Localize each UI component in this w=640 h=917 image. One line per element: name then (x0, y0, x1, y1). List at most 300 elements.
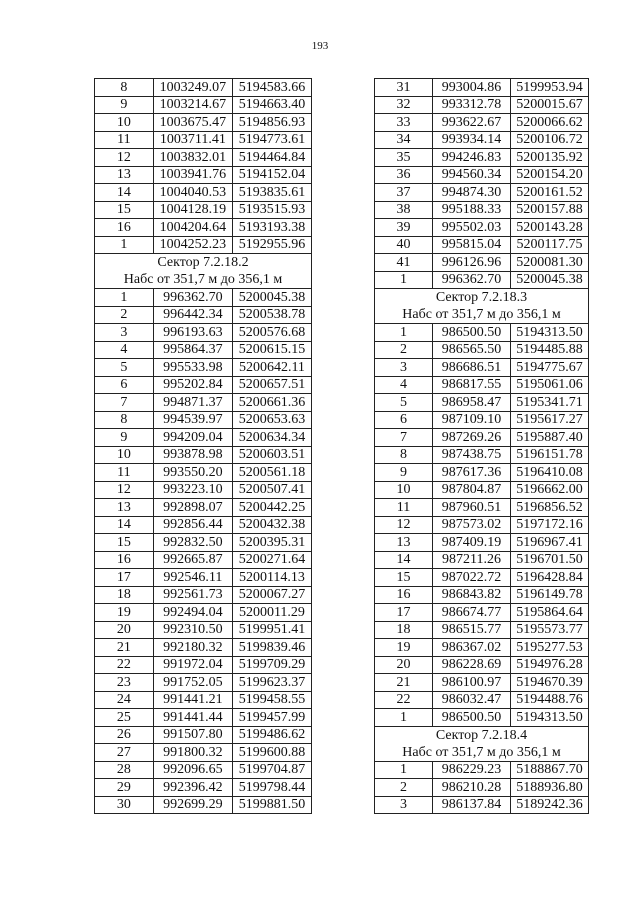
right-table-body (375, 79, 589, 814)
x-coordinate-cell: 991972.04 (153, 656, 232, 674)
x-coordinate-cell: 991752.05 (153, 674, 232, 692)
y-coordinate-cell: 5200657.51 (232, 376, 311, 394)
point-number-cell: 9 (95, 429, 154, 447)
point-number-cell: 31 (375, 79, 433, 97)
point-number-cell: 12 (375, 516, 433, 534)
table-row (375, 779, 589, 797)
x-coordinate-cell: 986958.47 (433, 394, 511, 412)
table-row (375, 499, 589, 517)
x-coordinate-cell: 995864.37 (153, 341, 232, 359)
point-number-cell: 16 (95, 551, 154, 569)
y-coordinate-cell: 5200011.29 (232, 604, 311, 622)
table-row (95, 96, 312, 114)
table-row (95, 201, 312, 219)
point-number-cell: 26 (95, 726, 154, 744)
sector-height-range: Набс от 351,7 м до 356,1 м (402, 307, 561, 322)
point-number-cell: 15 (95, 534, 154, 552)
y-coordinate-cell: 5188867.70 (511, 761, 589, 779)
table-row (375, 114, 589, 132)
x-coordinate-cell: 996442.34 (153, 306, 232, 324)
table-row (95, 324, 312, 342)
x-coordinate-cell: 986674.77 (433, 604, 511, 622)
y-coordinate-cell: 5200135.92 (511, 149, 589, 167)
point-number-cell: 9 (375, 464, 433, 482)
x-coordinate-cell: 993622.67 (433, 114, 511, 132)
sector-title: Сектор 7.2.18.2 (157, 255, 249, 270)
x-coordinate-cell: 986100.97 (433, 674, 511, 692)
point-number-cell: 11 (375, 499, 433, 517)
table-row (375, 534, 589, 552)
y-coordinate-cell: 5199953.94 (511, 79, 589, 97)
table-row (375, 656, 589, 674)
x-coordinate-cell: 992180.32 (153, 639, 232, 657)
point-number-cell: 13 (95, 499, 154, 517)
point-number-cell: 22 (375, 691, 433, 709)
y-coordinate-cell: 5196428.84 (511, 569, 589, 587)
y-coordinate-cell: 5200161.52 (511, 184, 589, 202)
table-row (95, 464, 312, 482)
x-coordinate-cell: 996362.70 (153, 289, 232, 307)
x-coordinate-cell: 1003711.41 (153, 131, 232, 149)
y-coordinate-cell: 5200015.67 (511, 96, 589, 114)
sector-header (95, 254, 312, 289)
table-row (95, 551, 312, 569)
point-number-cell: 8 (95, 79, 154, 97)
y-coordinate-cell: 5194773.61 (232, 131, 311, 149)
table-row (95, 744, 312, 762)
point-number-cell: 13 (95, 166, 154, 184)
x-coordinate-cell: 994246.83 (433, 149, 511, 167)
point-number-cell: 1 (95, 289, 154, 307)
point-number-cell: 8 (95, 411, 154, 429)
table-row (375, 341, 589, 359)
point-number-cell: 4 (95, 341, 154, 359)
y-coordinate-cell: 5200442.25 (232, 499, 311, 517)
table-row (95, 656, 312, 674)
point-number-cell: 3 (95, 324, 154, 342)
y-coordinate-cell: 5195277.53 (511, 639, 589, 657)
x-coordinate-cell: 992546.11 (153, 569, 232, 587)
table-row (95, 499, 312, 517)
y-coordinate-cell: 5194670.39 (511, 674, 589, 692)
x-coordinate-cell: 986565.50 (433, 341, 511, 359)
x-coordinate-cell: 992561.73 (153, 586, 232, 604)
y-coordinate-cell: 5189242.36 (511, 796, 589, 814)
table-row (95, 726, 312, 744)
sector-header (375, 289, 589, 324)
y-coordinate-cell: 5192955.96 (232, 236, 311, 254)
point-number-cell: 28 (95, 761, 154, 779)
point-number-cell: 16 (95, 219, 154, 237)
table-row (375, 569, 589, 587)
table-row (375, 796, 589, 814)
sector-header-row (375, 289, 589, 324)
point-number-cell: 19 (95, 604, 154, 622)
point-number-cell: 12 (95, 481, 154, 499)
x-coordinate-cell: 991507.80 (153, 726, 232, 744)
x-coordinate-cell: 993312.78 (433, 96, 511, 114)
x-coordinate-cell: 1004040.53 (153, 184, 232, 202)
x-coordinate-cell: 996362.70 (433, 271, 511, 289)
point-number-cell: 1 (375, 271, 433, 289)
x-coordinate-cell: 996193.63 (153, 324, 232, 342)
y-coordinate-cell: 5199704.87 (232, 761, 311, 779)
x-coordinate-cell: 994874.30 (433, 184, 511, 202)
point-number-cell: 2 (375, 779, 433, 797)
sector-header-row (95, 254, 312, 289)
table-row (375, 376, 589, 394)
sector-height-range: Набс от 351,7 м до 356,1 м (402, 744, 561, 760)
y-coordinate-cell: 5194488.76 (511, 691, 589, 709)
x-coordinate-cell: 1003832.01 (153, 149, 232, 167)
table-row (375, 429, 589, 447)
y-coordinate-cell: 5200106.72 (511, 131, 589, 149)
point-number-cell: 17 (375, 604, 433, 622)
x-coordinate-cell: 1004204.64 (153, 219, 232, 237)
point-number-cell: 27 (95, 744, 154, 762)
x-coordinate-cell: 994871.37 (153, 394, 232, 412)
y-coordinate-cell: 5200081.30 (511, 254, 589, 272)
table-row (375, 446, 589, 464)
x-coordinate-cell: 986032.47 (433, 691, 511, 709)
table-row (95, 446, 312, 464)
table-row (375, 219, 589, 237)
point-number-cell: 15 (375, 569, 433, 587)
y-coordinate-cell: 5200661.36 (232, 394, 311, 412)
table-row (95, 481, 312, 499)
x-coordinate-cell: 992898.07 (153, 499, 232, 517)
table-row (375, 674, 589, 692)
x-coordinate-cell: 996126.96 (433, 254, 511, 272)
x-coordinate-cell: 1003675.47 (153, 114, 232, 132)
point-number-cell: 21 (95, 639, 154, 657)
point-number-cell: 17 (95, 569, 154, 587)
point-number-cell: 41 (375, 254, 433, 272)
y-coordinate-cell: 5200154.20 (511, 166, 589, 184)
table-row (95, 429, 312, 447)
x-coordinate-cell: 986210.28 (433, 779, 511, 797)
x-coordinate-cell: 986500.50 (433, 709, 511, 727)
y-coordinate-cell: 5200561.18 (232, 464, 311, 482)
y-coordinate-cell: 5199486.62 (232, 726, 311, 744)
table-row (95, 534, 312, 552)
y-coordinate-cell: 5197172.16 (511, 516, 589, 534)
y-coordinate-cell: 5194313.50 (511, 709, 589, 727)
y-coordinate-cell: 5200066.62 (511, 114, 589, 132)
point-number-cell: 14 (95, 516, 154, 534)
x-coordinate-cell: 992856.44 (153, 516, 232, 534)
point-number-cell: 4 (375, 376, 433, 394)
sector-header (375, 726, 589, 761)
table-row (375, 201, 589, 219)
point-number-cell: 3 (375, 359, 433, 377)
y-coordinate-cell: 5196410.08 (511, 464, 589, 482)
y-coordinate-cell: 5200143.28 (511, 219, 589, 237)
y-coordinate-cell: 5195617.27 (511, 411, 589, 429)
y-coordinate-cell: 5195864.64 (511, 604, 589, 622)
y-coordinate-cell: 5194313.50 (511, 324, 589, 342)
table-row (375, 79, 589, 97)
point-number-cell: 2 (95, 306, 154, 324)
x-coordinate-cell: 986228.69 (433, 656, 511, 674)
point-number-cell: 32 (375, 96, 433, 114)
y-coordinate-cell: 5193193.38 (232, 219, 311, 237)
y-coordinate-cell: 5199457.99 (232, 709, 311, 727)
table-row (375, 324, 589, 342)
point-number-cell: 38 (375, 201, 433, 219)
y-coordinate-cell: 5199798.44 (232, 779, 311, 797)
right-coordinates-table (374, 78, 589, 814)
table-row (95, 114, 312, 132)
table-row (95, 586, 312, 604)
x-coordinate-cell: 986367.02 (433, 639, 511, 657)
sector-title: Сектор 7.2.18.4 (435, 727, 528, 743)
x-coordinate-cell: 992699.29 (153, 796, 232, 814)
point-number-cell: 6 (375, 411, 433, 429)
y-coordinate-cell: 5200538.78 (232, 306, 311, 324)
point-number-cell: 34 (375, 131, 433, 149)
x-coordinate-cell: 994560.34 (433, 166, 511, 184)
point-number-cell: 6 (95, 376, 154, 394)
table-row (375, 359, 589, 377)
point-number-cell: 24 (95, 691, 154, 709)
left-table-body (95, 79, 312, 814)
left-coordinates-table (94, 78, 312, 814)
point-number-cell: 5 (375, 394, 433, 412)
y-coordinate-cell: 5194856.93 (232, 114, 311, 132)
point-number-cell: 18 (375, 621, 433, 639)
x-coordinate-cell: 1003214.67 (153, 96, 232, 114)
y-coordinate-cell: 5200634.34 (232, 429, 311, 447)
table-row (95, 219, 312, 237)
x-coordinate-cell: 993004.86 (433, 79, 511, 97)
x-coordinate-cell: 993878.98 (153, 446, 232, 464)
y-coordinate-cell: 5200067.27 (232, 586, 311, 604)
point-number-cell: 16 (375, 586, 433, 604)
point-number-cell: 33 (375, 114, 433, 132)
table-row (375, 464, 589, 482)
sector-title: Сектор 7.2.18.3 (435, 290, 528, 305)
sector-height-range: Набс от 351,7 м до 356,1 м (123, 272, 283, 287)
x-coordinate-cell: 992832.50 (153, 534, 232, 552)
y-coordinate-cell: 5196662.00 (511, 481, 589, 499)
x-coordinate-cell: 994209.04 (153, 429, 232, 447)
y-coordinate-cell: 5196701.50 (511, 551, 589, 569)
point-number-cell: 11 (95, 131, 154, 149)
x-coordinate-cell: 994539.97 (153, 411, 232, 429)
table-row (95, 779, 312, 797)
point-number-cell: 8 (375, 446, 433, 464)
table-row (375, 551, 589, 569)
y-coordinate-cell: 5188936.80 (511, 779, 589, 797)
y-coordinate-cell: 5200642.11 (232, 359, 311, 377)
point-number-cell: 3 (375, 796, 433, 814)
y-coordinate-cell: 5200507.41 (232, 481, 311, 499)
y-coordinate-cell: 5194663.40 (232, 96, 311, 114)
table-row (95, 184, 312, 202)
x-coordinate-cell: 1004252.23 (153, 236, 232, 254)
point-number-cell: 5 (95, 359, 154, 377)
point-number-cell: 1 (95, 236, 154, 254)
y-coordinate-cell: 5193835.61 (232, 184, 311, 202)
point-number-cell: 22 (95, 656, 154, 674)
table-row (95, 341, 312, 359)
table-row (375, 166, 589, 184)
y-coordinate-cell: 5200653.63 (232, 411, 311, 429)
y-coordinate-cell: 5199623.37 (232, 674, 311, 692)
y-coordinate-cell: 5195061.06 (511, 376, 589, 394)
y-coordinate-cell: 5194583.66 (232, 79, 311, 97)
table-row (95, 289, 312, 307)
x-coordinate-cell: 992494.04 (153, 604, 232, 622)
table-row (375, 149, 589, 167)
point-number-cell: 14 (95, 184, 154, 202)
x-coordinate-cell: 986817.55 (433, 376, 511, 394)
table-row (375, 394, 589, 412)
table-row (375, 411, 589, 429)
table-row (95, 411, 312, 429)
point-number-cell: 12 (95, 149, 154, 167)
y-coordinate-cell: 5199951.41 (232, 621, 311, 639)
x-coordinate-cell: 987960.51 (433, 499, 511, 517)
y-coordinate-cell: 5196967.41 (511, 534, 589, 552)
table-row (375, 271, 589, 289)
table-row (95, 674, 312, 692)
x-coordinate-cell: 992310.50 (153, 621, 232, 639)
y-coordinate-cell: 5200615.15 (232, 341, 311, 359)
x-coordinate-cell: 986515.77 (433, 621, 511, 639)
point-number-cell: 30 (95, 796, 154, 814)
x-coordinate-cell: 1004128.19 (153, 201, 232, 219)
table-row (375, 131, 589, 149)
point-number-cell: 13 (375, 534, 433, 552)
y-coordinate-cell: 5199881.50 (232, 796, 311, 814)
y-coordinate-cell: 5200432.38 (232, 516, 311, 534)
table-row (375, 761, 589, 779)
x-coordinate-cell: 987804.87 (433, 481, 511, 499)
sector-header-row (375, 726, 589, 761)
table-row (375, 586, 589, 604)
y-coordinate-cell: 5196151.78 (511, 446, 589, 464)
x-coordinate-cell: 986500.50 (433, 324, 511, 342)
point-number-cell: 1 (375, 761, 433, 779)
x-coordinate-cell: 1003941.76 (153, 166, 232, 184)
point-number-cell: 20 (95, 621, 154, 639)
y-coordinate-cell: 5195887.40 (511, 429, 589, 447)
table-row (95, 149, 312, 167)
table-row (95, 569, 312, 587)
y-coordinate-cell: 5199839.46 (232, 639, 311, 657)
x-coordinate-cell: 991800.32 (153, 744, 232, 762)
y-coordinate-cell: 5200117.75 (511, 236, 589, 254)
x-coordinate-cell: 987617.36 (433, 464, 511, 482)
x-coordinate-cell: 986686.51 (433, 359, 511, 377)
y-coordinate-cell: 5195573.77 (511, 621, 589, 639)
x-coordinate-cell: 986229.23 (433, 761, 511, 779)
point-number-cell: 10 (95, 114, 154, 132)
table-row (95, 796, 312, 814)
x-coordinate-cell: 987573.02 (433, 516, 511, 534)
y-coordinate-cell: 5200157.88 (511, 201, 589, 219)
y-coordinate-cell: 5194485.88 (511, 341, 589, 359)
x-coordinate-cell: 987438.75 (433, 446, 511, 464)
y-coordinate-cell: 5194464.84 (232, 149, 311, 167)
table-row (375, 236, 589, 254)
y-coordinate-cell: 5200576.68 (232, 324, 311, 342)
point-number-cell: 20 (375, 656, 433, 674)
table-row (95, 621, 312, 639)
x-coordinate-cell: 986843.82 (433, 586, 511, 604)
point-number-cell: 9 (95, 96, 154, 114)
point-number-cell: 7 (95, 394, 154, 412)
table-row (375, 621, 589, 639)
table-row (95, 306, 312, 324)
point-number-cell: 15 (95, 201, 154, 219)
y-coordinate-cell: 5200045.38 (511, 271, 589, 289)
y-coordinate-cell: 5193515.93 (232, 201, 311, 219)
table-row (95, 131, 312, 149)
y-coordinate-cell: 5200045.38 (232, 289, 311, 307)
table-row (95, 376, 312, 394)
table-row (95, 761, 312, 779)
y-coordinate-cell: 5199709.29 (232, 656, 311, 674)
table-row (95, 516, 312, 534)
x-coordinate-cell: 987409.19 (433, 534, 511, 552)
y-coordinate-cell: 5200395.31 (232, 534, 311, 552)
point-number-cell: 10 (375, 481, 433, 499)
table-row (375, 691, 589, 709)
y-coordinate-cell: 5200114.13 (232, 569, 311, 587)
table-row (375, 709, 589, 727)
point-number-cell: 35 (375, 149, 433, 167)
point-number-cell: 21 (375, 674, 433, 692)
y-coordinate-cell: 5194976.28 (511, 656, 589, 674)
table-row (375, 481, 589, 499)
y-coordinate-cell: 5200271.64 (232, 551, 311, 569)
point-number-cell: 25 (95, 709, 154, 727)
x-coordinate-cell: 986137.84 (433, 796, 511, 814)
table-row (95, 79, 312, 97)
point-number-cell: 1 (375, 709, 433, 727)
table-row (375, 604, 589, 622)
table-row (375, 639, 589, 657)
x-coordinate-cell: 995502.03 (433, 219, 511, 237)
x-coordinate-cell: 992096.65 (153, 761, 232, 779)
y-coordinate-cell: 5200603.51 (232, 446, 311, 464)
point-number-cell: 18 (95, 586, 154, 604)
x-coordinate-cell: 995815.04 (433, 236, 511, 254)
y-coordinate-cell: 5194152.04 (232, 166, 311, 184)
x-coordinate-cell: 987211.26 (433, 551, 511, 569)
x-coordinate-cell: 992396.42 (153, 779, 232, 797)
table-row (95, 604, 312, 622)
table-row (375, 516, 589, 534)
x-coordinate-cell: 987269.26 (433, 429, 511, 447)
x-coordinate-cell: 987022.72 (433, 569, 511, 587)
point-number-cell: 14 (375, 551, 433, 569)
point-number-cell: 19 (375, 639, 433, 657)
point-number-cell: 1 (375, 324, 433, 342)
table-row (95, 709, 312, 727)
point-number-cell: 10 (95, 446, 154, 464)
x-coordinate-cell: 993934.14 (433, 131, 511, 149)
table-row (375, 254, 589, 272)
point-number-cell: 37 (375, 184, 433, 202)
y-coordinate-cell: 5199458.55 (232, 691, 311, 709)
table-row (95, 691, 312, 709)
point-number-cell: 7 (375, 429, 433, 447)
table-row (95, 639, 312, 657)
